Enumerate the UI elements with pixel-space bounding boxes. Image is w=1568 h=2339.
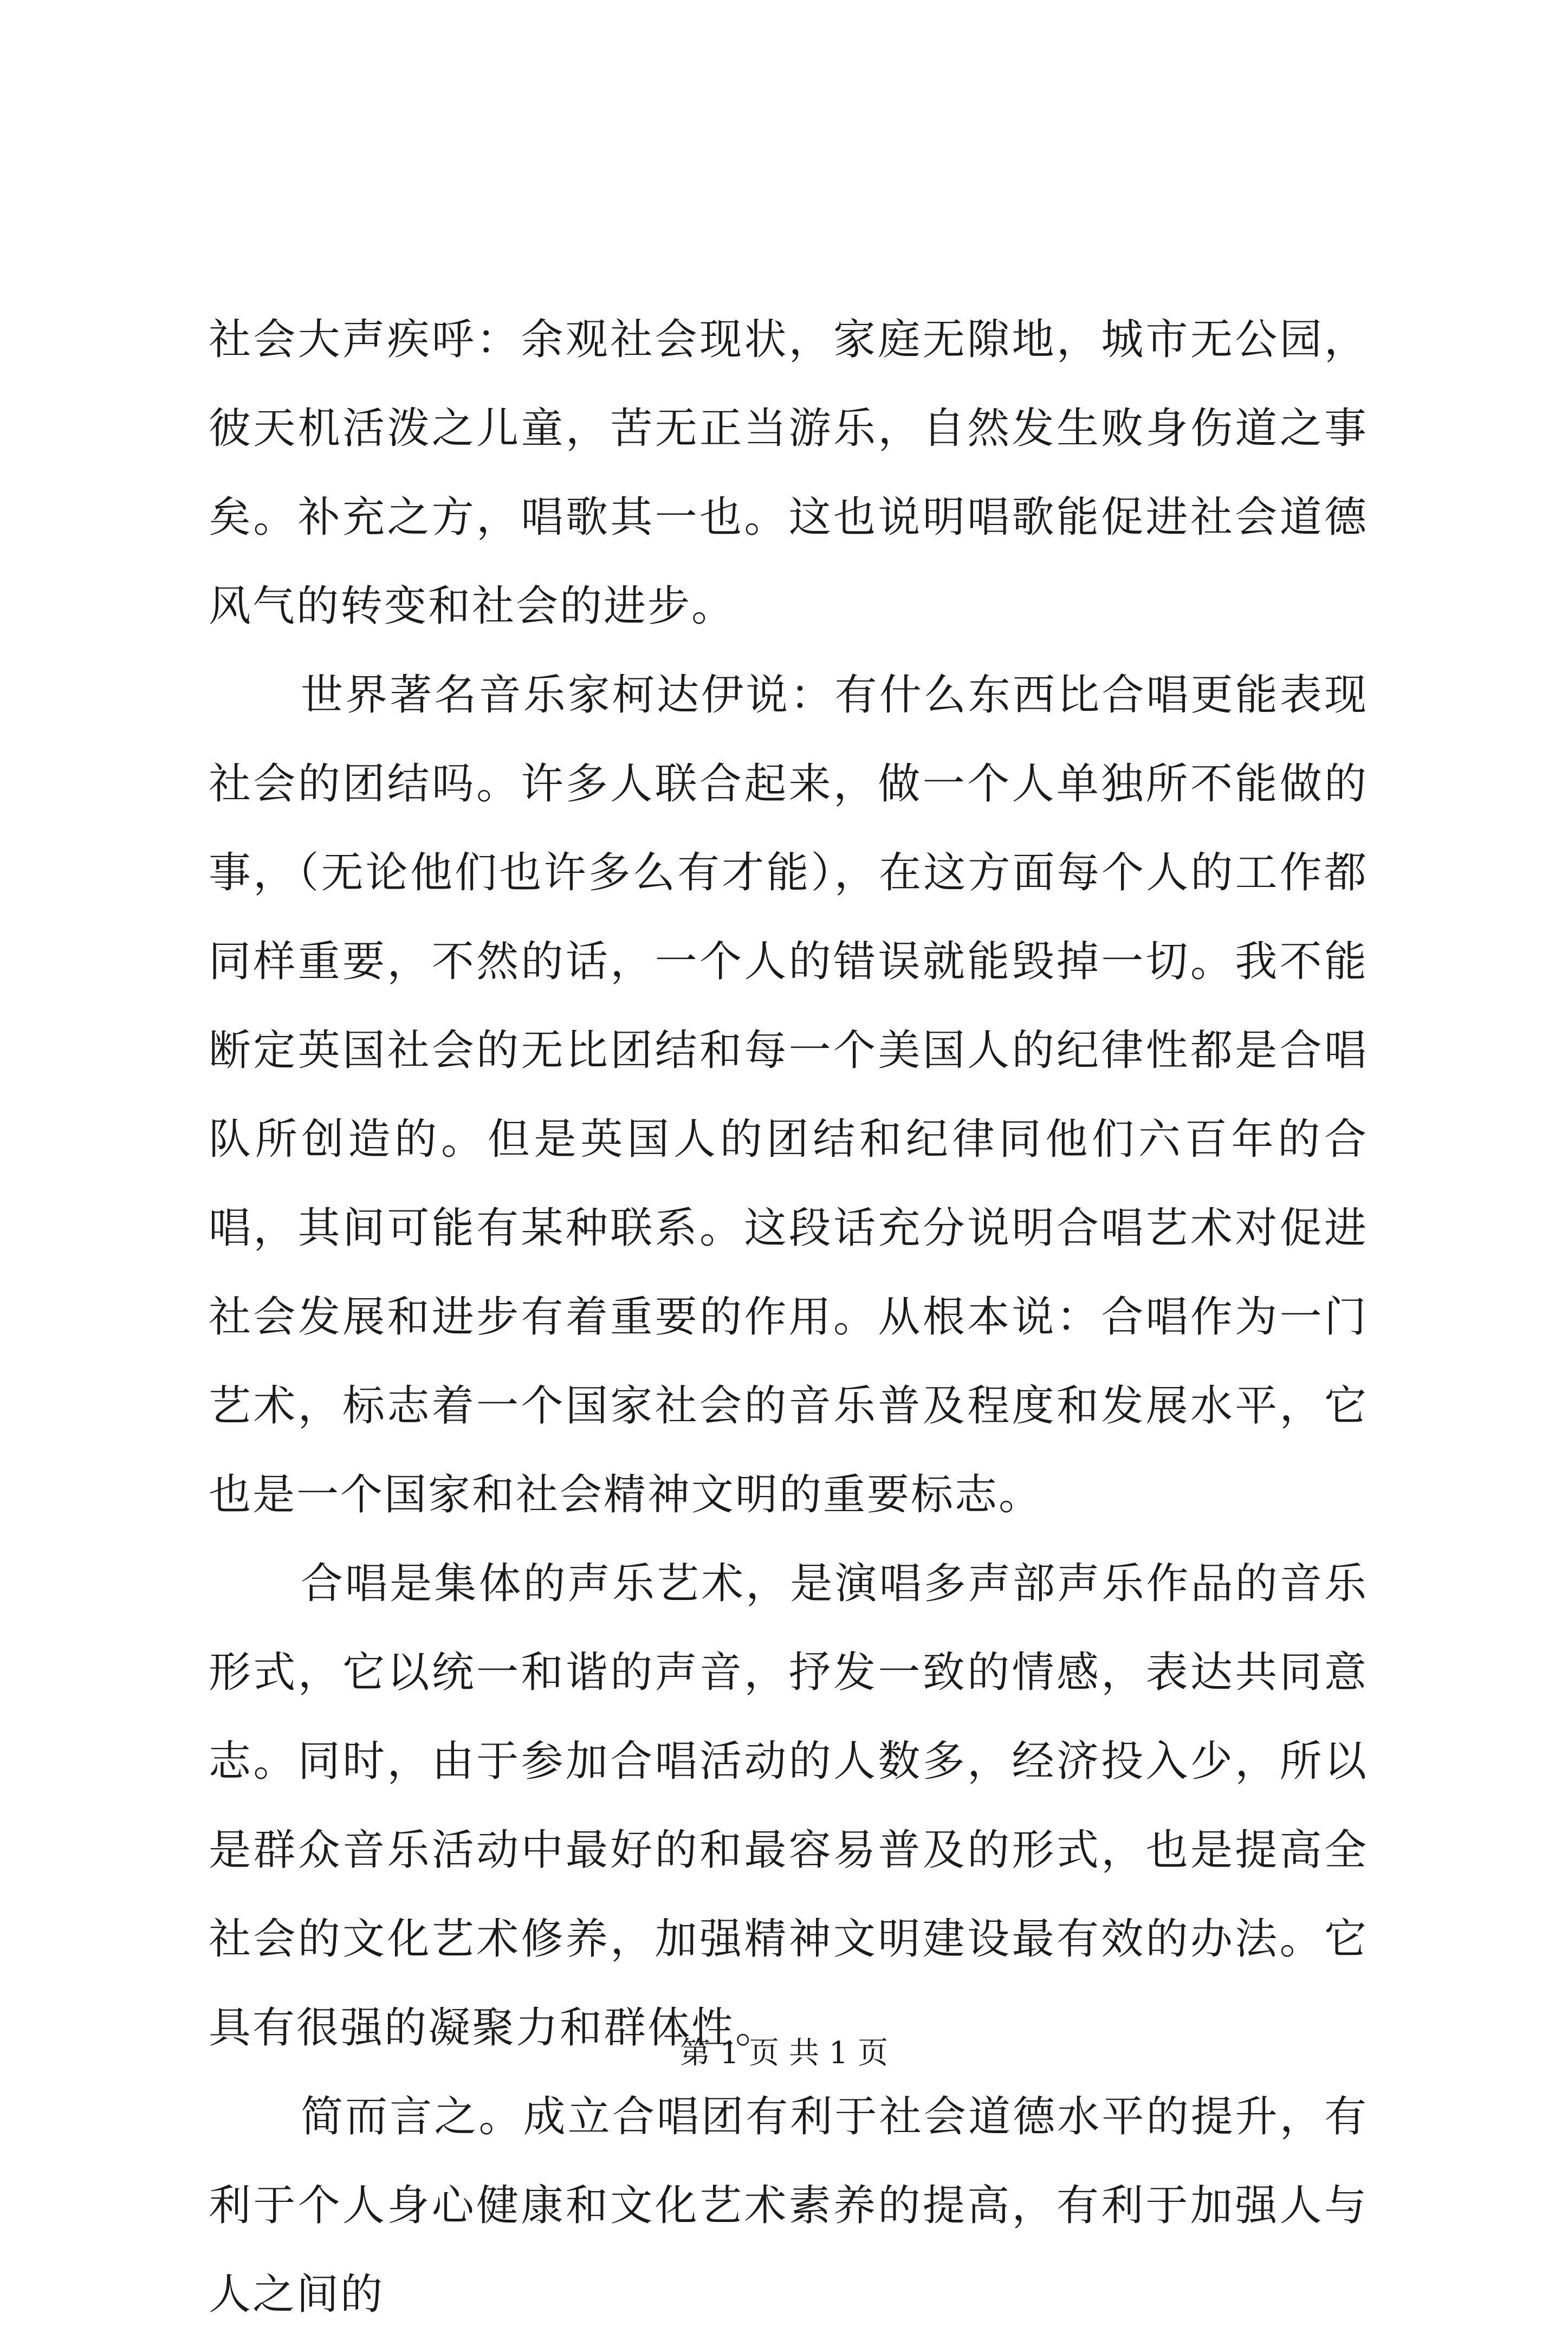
paragraph-2: 世界著名音乐家柯达伊说：有什么东西比合唱更能表现社会的团结吗。许多人联合起来，做一个人单独所不能做的事，（无论他们也许多么有才能），在这方面每个人的工作都同样重要，不然的话，一个人的错误就能毁掉一切。我不能断定英国社会的无比团结和每一个美国人的纪律性都是合唱队所创造的。但是英国人的团结和纪律同他们六百年的合唱，其间可能有某种联系。这段话充分说明合唱艺术对促进社会发展和进步有着重要的作用。从根本说：合唱作为一门艺术，标志着一个国家社会的音乐普及程度和发展水平，它也是一个国家和社会精神文明的重要标志。 — [209, 671, 1368, 1519]
paragraph-3: 合唱是集体的声乐艺术，是演唱多声部声乐作品的音乐形式，它以统一和谐的声音，抒发一致的情感，表达共同意志。同时，由于参加合唱活动的人数多，经济投入少，所以是群众音乐活动中最好的和最容易普及的形式，也是提高全社会的文化艺术修养，加强精神文明建设最有效的办法。它具有很强的凝聚力和群体性。 — [209, 1559, 1368, 2052]
paragraph-4: 简而言之。成立合唱团有利于社会道德水平的提升，有利于个人身心健康和文化艺术素养的提高，有利于加强人与人之间的 — [209, 2092, 1368, 2319]
page-footer: 第 1 页 共 1 页 — [679, 2036, 889, 2071]
paragraph-1: 社会大声疾呼：余观社会现状，家庭无隙地，城市无公园，彼天机活泼之儿童，苦无正当游乐，自然发生败身伤道之事矣。补充之方，唱歌其一也。这也说明唱歌能促进社会道德风气的转变和社会的进步。 — [209, 315, 1368, 631]
